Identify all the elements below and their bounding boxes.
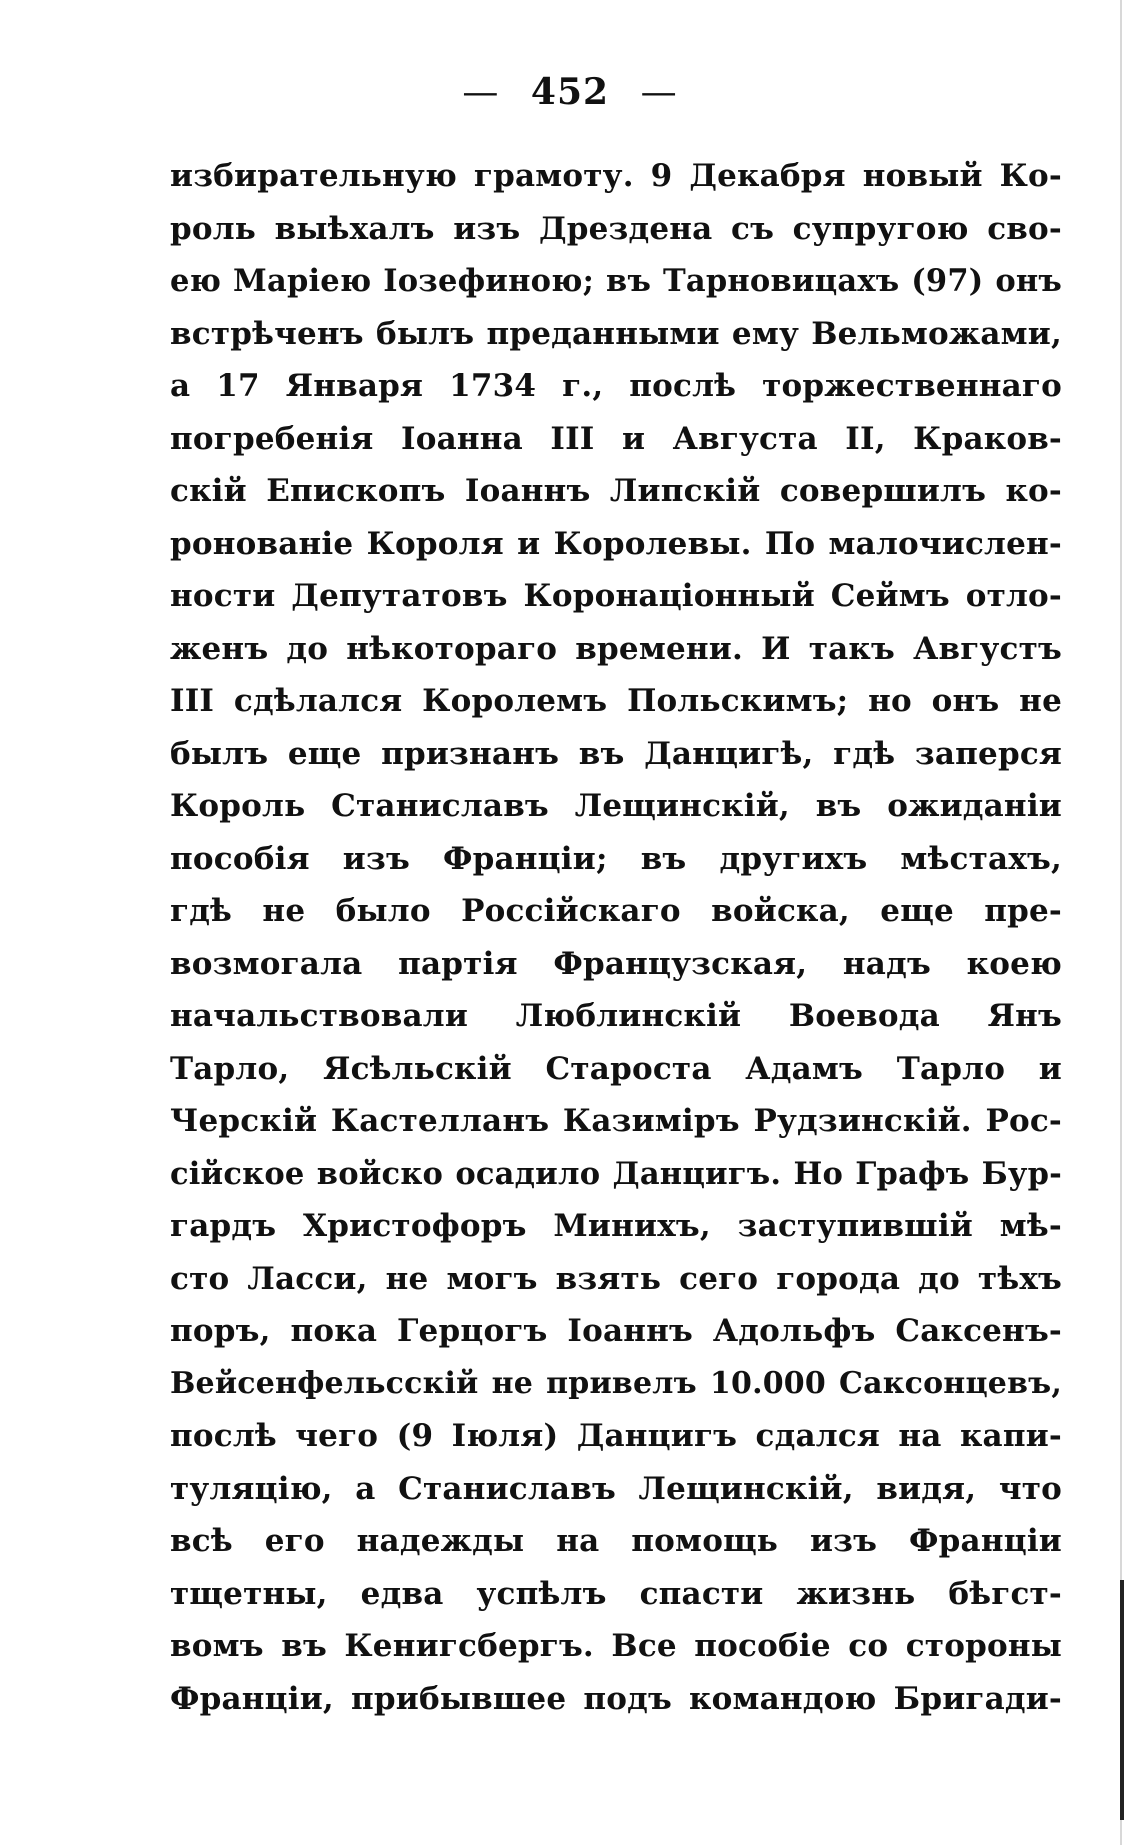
text-line: послѣ чего (9 Іюля) Данцигъ сдался на капи- [170,1418,1062,1454]
text-line: Тарло, Ясѣльскій Староста Адамъ Тарло и [170,1050,1062,1087]
text-line: туляцію, а Станиславъ Лещинскій, видя, что [170,1470,1062,1507]
body-text [170,150,1062,1725]
text-line: начальствовали Люблинскій Воевода Янъ [170,998,1062,1034]
text-line: погребенія Іоанна III и Августа II, Краков- [170,420,1062,457]
text-line: сійское войско осадило Данцигъ. Но Графъ Бур- [170,1155,1062,1192]
text-line: Франціи, прибывшее подъ командою Бригади- [170,1680,1062,1717]
text-line: скій Епископъ Іоаннъ Липскій совершилъ ко- [170,473,1062,509]
header-dash-right: — [640,72,678,113]
text-line: гардъ Христофоръ Минихъ, заступившій мѣ- [170,1208,1062,1244]
text-line: сто Ласси, не могъ взять сего города до тѣхъ [170,1260,1062,1297]
text-line: былъ еще признанъ въ Данцигѣ, гдѣ заперся [170,735,1062,772]
text-line: а 17 Января 1734 г., послѣ торжественнаго [170,368,1062,404]
text-line: роль выѣхалъ изъ Дрездена съ супругою сво- [170,210,1062,247]
text-line: Король Станиславъ Лещинскій, въ ожиданіи [170,788,1062,824]
text-line: ронованіе Короля и Королевы. По малочислен- [170,525,1062,562]
text-line: всѣ его надежды на помощь изъ Франціи [170,1523,1062,1559]
text-line: пособія изъ Франціи; въ другихъ мѣстахъ, [170,840,1062,877]
text-line: Вейсенфельсскій не привелъ 10.000 Саксонцевъ, [170,1365,1062,1401]
text-line: поръ, пока Герцогъ Іоаннъ Адольфъ Саксенъ- [170,1313,1062,1349]
page-edge-line [1120,0,1122,1845]
text-line: гдѣ не было Россійскаго войска, еще пре- [170,893,1062,929]
page-number-header [0,72,1140,113]
text-line: женъ до нѣкотораго времени. И такъ Августъ [170,630,1062,667]
text-line: Черскій Кастелланъ Казиміръ Рудзинскій. Рос- [170,1103,1062,1139]
header-dash-left: — [462,72,500,113]
text-line: избирательную грамоту. 9 Декабря новый Ко- [170,158,1062,194]
text-line: тщетны, едва успѣлъ спасти жизнь бѣгст- [170,1575,1062,1612]
page-number: 452 [530,71,610,113]
text-line: ею Маріею Іозефиною; въ Тарновицахъ (97) онъ [170,263,1062,299]
text-line: встрѣченъ былъ преданными ему Вельможами, [170,315,1062,352]
text-line: возмогала партія Французская, надъ коею [170,945,1062,982]
text-line: ности Депутатовъ Коронаціонный Сеймъ отло- [170,578,1062,614]
page-edge-mark [1120,1580,1124,1820]
text-line: III сдѣлался Королемъ Польскимъ; но онъ не [170,683,1062,719]
text-line: вомъ въ Кенигсбергъ. Все пособіе со стороны [170,1628,1062,1664]
